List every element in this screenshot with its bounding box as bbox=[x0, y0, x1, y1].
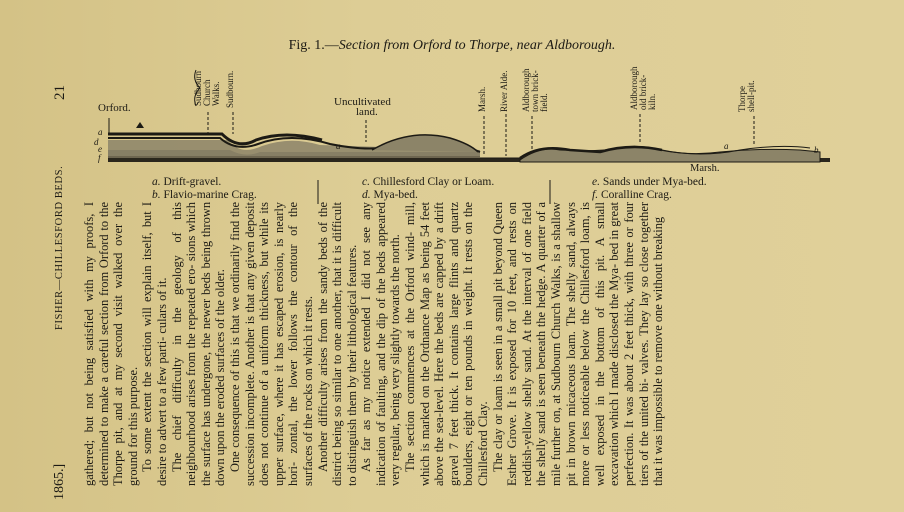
legend-item-a: a. Drift-gravel. bbox=[152, 176, 222, 188]
header-running-title: FISHER—CHILLESFORD BEDS. bbox=[54, 165, 65, 330]
label-d: d bbox=[94, 137, 99, 147]
label-uncultivated: Uncultivated bbox=[334, 96, 391, 108]
para-6: As far as my notice extended I did not see any indication of faulting, and the dip of the beds appeared very regular, being very slightly towards the north. bbox=[359, 202, 403, 486]
legend-item-f: f. Coralline Crag. bbox=[592, 189, 672, 201]
label-sudbourn-church: Sudbourn Church Walks. bbox=[193, 70, 221, 106]
figure-caption: Section from Orford to Thorpe, near Aldborough. bbox=[338, 38, 616, 53]
legend-group-3 bbox=[592, 176, 707, 202]
figure-number: Fig. 1.— bbox=[288, 38, 339, 53]
legend-item-b: b. Flavio-marine Crag. bbox=[152, 189, 257, 201]
label-thorpe: Thorpe shell-pit. bbox=[737, 80, 756, 112]
legend-item-d: d. Mya-bed. bbox=[362, 189, 418, 201]
legend-group-1 bbox=[152, 176, 257, 202]
label-land: land. bbox=[356, 106, 378, 118]
label-marsh-bottom: Marsh. bbox=[690, 163, 720, 174]
label-a3: a bbox=[724, 141, 729, 151]
label-orford: Orford. bbox=[98, 102, 131, 114]
label-f: f bbox=[98, 153, 101, 163]
para-7: The section commences at the Orford wind- mill, which is marked on the Ordnance Map as being 54 feet above the sea-level. Here the beds are capped by a drift gravel 7 feet thick. It contains large flints and quartz boulders, eight or ten pounds in weight. It rests on the Chillesford Clay. bbox=[403, 202, 491, 486]
para-2: To some extent the section will explain itself, but I desire to advert to a few parti- culars of it. bbox=[140, 202, 169, 486]
para-5: Another difficulty arises from the sandy beds of the district being so similar to one another, that it is difficult to distinguish them by their lithological features. bbox=[315, 202, 359, 486]
header-year: 1865.] bbox=[52, 463, 67, 500]
legend-item-c: c. Chillesford Clay or Loam. bbox=[362, 176, 495, 188]
label-a2: a bbox=[336, 141, 341, 151]
header-page-number: 21 bbox=[52, 85, 68, 100]
label-marsh-vertical: Marsh. bbox=[477, 86, 487, 112]
body-text bbox=[82, 202, 666, 486]
label-a: a bbox=[98, 127, 103, 137]
para-1: gathered; but not being satisfied with my proofs, I determined to make a careful section from Orford to the Thorpe pit, and at my second visit walked over the ground for this purpose. bbox=[82, 202, 140, 486]
para-4: One consequence of this is that we ordinarily find the succession incomplete. Another is that any given deposit does not continue of a uniform thickness, but while its upper surface, where it has escaped erosion, is nearly hori- zontal, the lower follows the contour of the surfaces of the rocks on which it rests. bbox=[227, 202, 315, 486]
windmill-icon bbox=[136, 122, 144, 128]
label-e: e bbox=[98, 144, 102, 154]
label-aldborough-old: Aldborough old brick- kiln. bbox=[629, 66, 657, 110]
label-b: b bbox=[814, 145, 819, 155]
legend-group-2 bbox=[362, 176, 494, 202]
hill-uncultivated bbox=[372, 135, 478, 152]
label-aldborough-town: Aldborough town brick- field. bbox=[521, 68, 549, 112]
para-3: The chief difficulty in the geology of this neighbourhood arises from the repeated ero- sions which the surface has undergone, the newer beds being thrown down upon the eroded surfaces of the older. bbox=[169, 201, 228, 486]
label-river-alde: River Alde. bbox=[499, 70, 509, 112]
label-sudbourn: Sudbourn. bbox=[225, 70, 235, 108]
para-8: The clay or loam is seen in a small pit beyond Queen Esther Grove. It is exposed for 10 feet, and rests on reddish-yellow shelly sand. At the interval of one field the shelly sand is seen beneath the hedge. A quarter of a mile further on, at Sudbourn Church Walks, is a shallow pit in brown micaceous loam. The shelly sand, always more or less noticeable below the Chillesford loam, is well exposed in the bottom of this pit. A small excavation which I made disclosed the Mya- bed in great perfection. It was about 2 feet thick, with three or four tiers of the united bi- valves. They lay so close together that it was impossible to remove one without breaking bbox=[490, 202, 666, 486]
legend-item-e: e. Sands under Mya-bed. bbox=[592, 176, 707, 188]
